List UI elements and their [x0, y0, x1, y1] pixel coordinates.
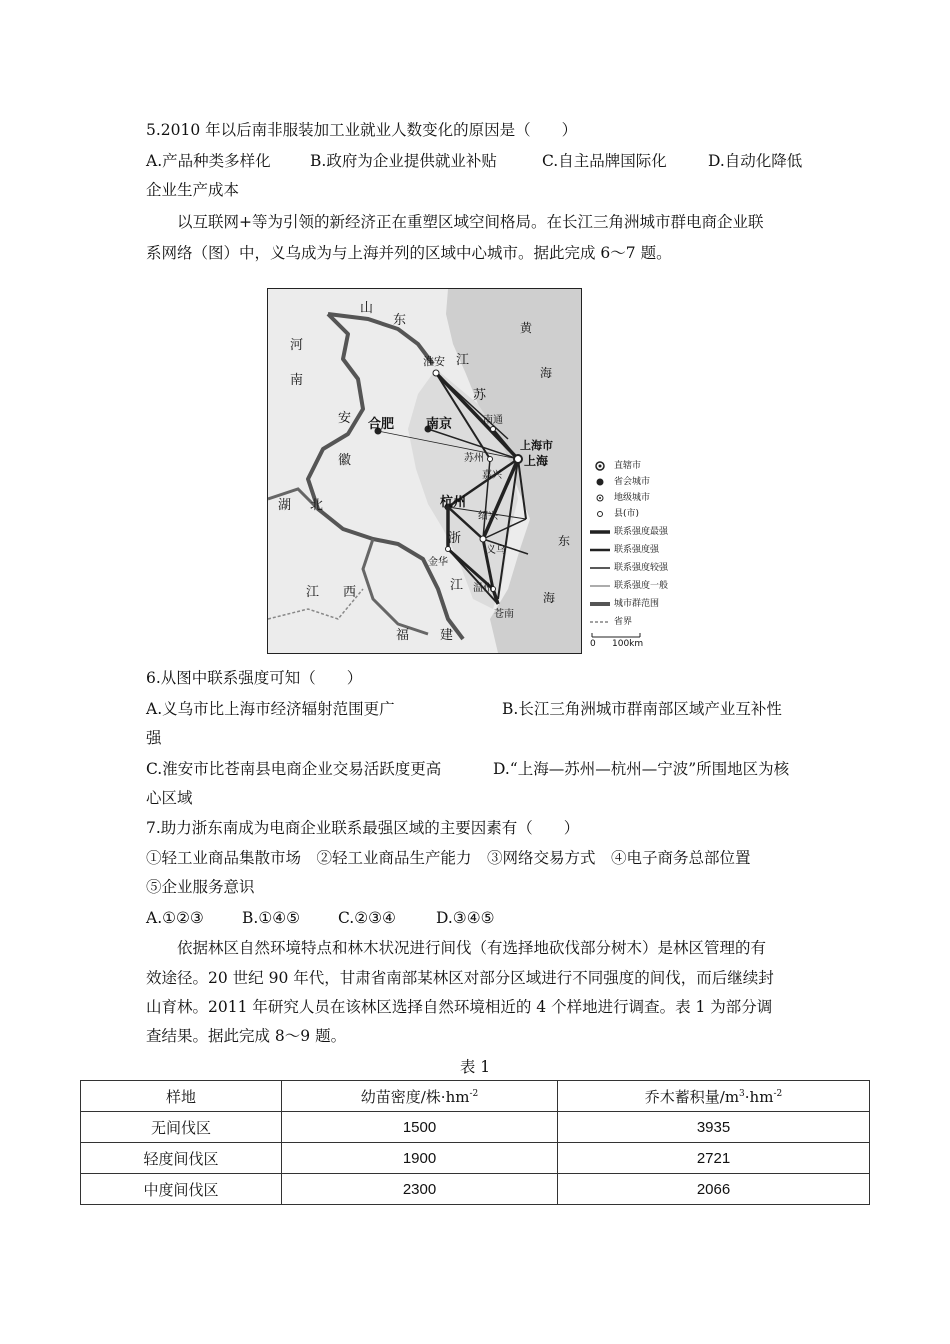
passage1-line1: 以互联网+等为引领的新经济正在重塑区域空间格局。在长江三角洲城市群电商企业联	[177, 213, 764, 231]
q5-stem: 5.2010 年以后南非服装加工业就业人数变化的原因是（ ）	[146, 121, 578, 139]
cell-plot: 中度间伐区	[81, 1174, 282, 1205]
q7-items-line2: ⑤企业服务意识	[146, 878, 255, 896]
q7-option-b: B.①④⑤	[242, 909, 301, 927]
survey-table	[80, 1080, 870, 1205]
map-label-zhejiang-1: 浙	[448, 531, 462, 546]
map-city-nantong: 南通	[483, 415, 503, 426]
q5-option-d: D.自动化降低	[708, 152, 803, 170]
map-label-yellow-sea-1: 黄	[520, 321, 533, 335]
cell-plot: 无间伐区	[81, 1112, 282, 1143]
map-label-jiangsu-2: 苏	[473, 388, 487, 403]
map-city-suzhou: 苏州	[464, 453, 484, 464]
map-city-jinhua: 金华	[428, 557, 448, 568]
q6-option-a: A.义乌市比上海市经济辐射范围更广	[146, 700, 395, 718]
q7-option-a: A.①②③	[146, 909, 204, 927]
map-label-hubei-2: 北	[310, 498, 324, 513]
passage2-line2: 效途径。20 世纪 90 年代，甘肃省南部某林区对部分区域进行不同强度的间伐，而后继续封	[146, 969, 774, 987]
passage1-line2: 系网络（图）中，义乌成为与上海并列的区域中心城市。据此完成 6～7 题。	[146, 244, 672, 262]
q7-items-line1: ①轻工业商品集散市场 ②轻工业商品生产能力 ③网络交易方式 ④电子商务总部位置	[146, 849, 751, 867]
map-city-yiwu: 义乌	[486, 545, 506, 556]
q7-option-d: D.③④⑤	[436, 909, 495, 927]
q6-stem: 6.从图中联系强度可知（ ）	[146, 669, 363, 687]
q7-option-c: C.②③④	[338, 909, 396, 927]
map-label-shandong-2: 东	[393, 313, 407, 328]
q6-option-c: C.淮安市比苍南县电商企业交易活跃度更高	[146, 760, 442, 778]
header-tree-volume: 乔木蓄积量$/m^3\cdot hm^{-2}$	[558, 1081, 870, 1112]
table-row	[81, 1112, 870, 1143]
map-label-yellow-sea-2: 海	[540, 366, 553, 380]
map-city-jiaxing: 嘉兴	[482, 470, 502, 481]
passage2-line3: 山育林。2011 年研究人员在该林区选择自然环境相近的 4 个样地进行调查。表 1 为部分调	[146, 998, 773, 1016]
table-header-row	[81, 1081, 870, 1112]
legend-scale-label: 100km	[612, 639, 644, 649]
header-plot: 样地	[81, 1081, 282, 1112]
yangtze-delta-map	[267, 288, 582, 654]
table-caption: 表 1	[459, 1058, 491, 1076]
map-city-wenzhou: 温州	[473, 583, 493, 594]
q7-stem: 7.助力浙东南成为电商企业联系最强区域的主要因素有（ ）	[146, 819, 580, 837]
map-label-anhui-2: 徽	[338, 453, 352, 468]
q5-option-a: A.产品种类多样化	[146, 152, 271, 170]
map-legend: 直辖市 省会城市 地级城市 县(市) 联系强度最强 联系强度强 联系强度较强 联系强度一般 城市群范围 省界 0 100km	[590, 461, 669, 649]
map-label-henan-2: 南	[290, 373, 304, 388]
map-city-shaoxing: 绍兴	[478, 511, 498, 522]
q5-option-d-wrap: 企业生产成本	[146, 181, 240, 199]
map-city-shanghai: 上海	[524, 454, 549, 468]
map-label-henan-1: 河	[290, 338, 304, 353]
legend-scale-zero: 0	[590, 639, 596, 649]
map-city-shanghai-municipality: 上海市	[520, 439, 553, 452]
map-label-jiangxi-2: 西	[343, 585, 357, 600]
q5-option-c: C.自主品牌国际化	[542, 152, 667, 170]
cell-tree-volume: 3935	[558, 1112, 870, 1143]
map-label-anhui-1: 安	[338, 411, 352, 426]
cell-seedling-density: 1900	[282, 1143, 558, 1174]
q6-option-b: B.长江三角洲城市群南部区域产业互补性	[502, 700, 782, 718]
map-label-fujian-2: 建	[440, 628, 454, 643]
cell-seedling-density: 2300	[282, 1174, 558, 1205]
map-label-shandong-1: 山	[360, 301, 374, 316]
map-city-hefei: 合肥	[368, 417, 395, 432]
jiangxi-border	[363, 539, 428, 634]
passage2-line1: 依据林区自然环境特点和林木状况进行间伐（有选择地砍伐部分树木）是林区管理的有	[177, 939, 767, 957]
cell-tree-volume: 2721	[558, 1143, 870, 1174]
map-city-nanjing: 南京	[426, 417, 453, 432]
cell-seedling-density: 1500	[282, 1112, 558, 1143]
map-label-zhejiang-2: 江	[450, 578, 464, 593]
table-row	[81, 1174, 870, 1205]
map-label-fujian-1: 福	[396, 628, 410, 643]
map-label-jiangxi-1: 江	[306, 585, 320, 600]
map-city-huaian: 淮安	[423, 355, 445, 368]
cell-tree-volume: 2066	[558, 1174, 870, 1205]
table-row	[81, 1143, 870, 1174]
map-label-hubei-1: 湖	[278, 498, 292, 513]
q6-option-d-wrap: 心区域	[146, 789, 193, 807]
map-city-hangzhou: 杭州	[440, 495, 467, 510]
map-city-cangnan: 苍南	[494, 609, 514, 620]
passage2-line4: 查结果。据此完成 8～9 题。	[146, 1027, 347, 1045]
cell-plot: 轻度间伐区	[81, 1143, 282, 1174]
q5-option-b: B.政府为企业提供就业补贴	[310, 152, 497, 170]
map-label-jiangsu-1: 江	[456, 353, 470, 368]
map-label-east-sea-2: 海	[543, 591, 556, 605]
header-seedling-density: 幼苗密度/株$\cdot hm^{-2}$	[282, 1081, 558, 1112]
map-label-east-sea-1: 东	[558, 534, 571, 548]
q6-option-d: D.“上海—苏州—杭州—宁波”所围地区为核	[493, 760, 790, 778]
q6-option-b-wrap: 强	[146, 729, 162, 747]
